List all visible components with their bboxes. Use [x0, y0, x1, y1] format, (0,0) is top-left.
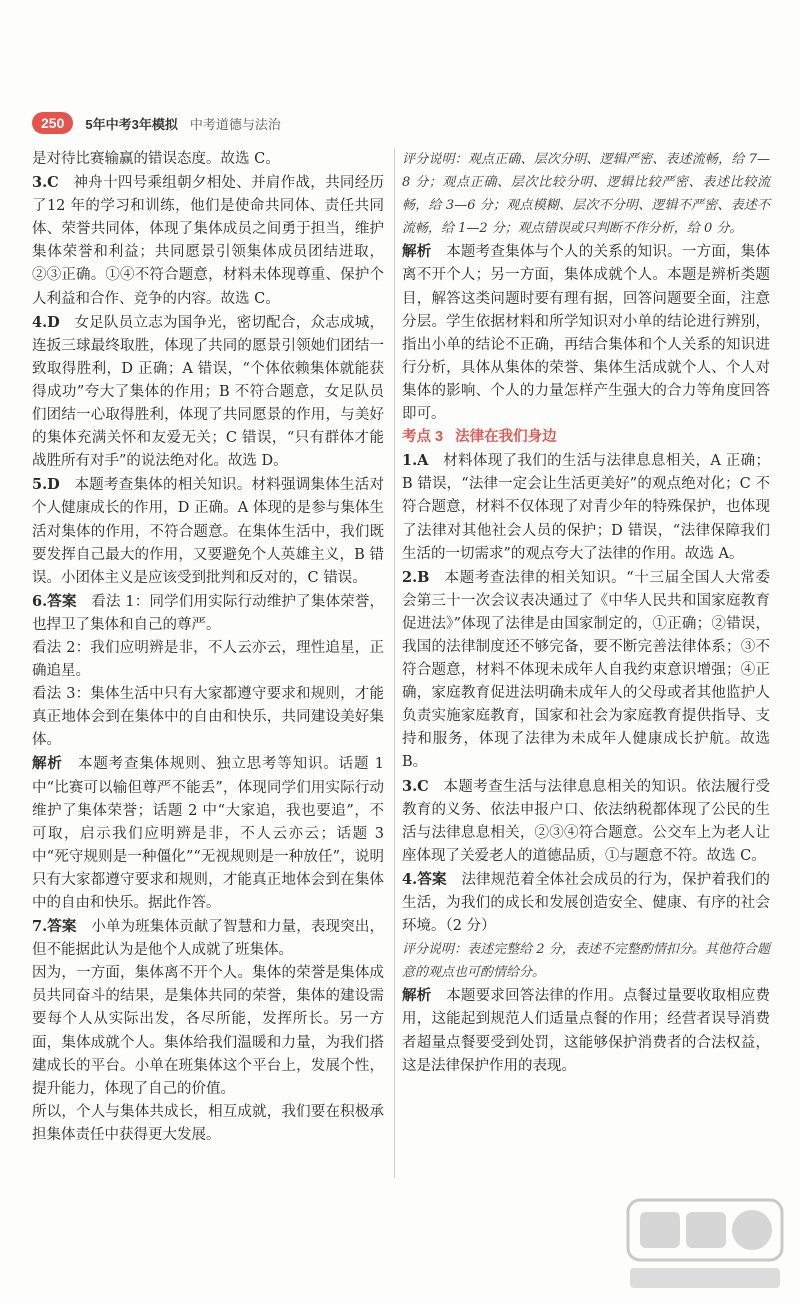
column-divider [394, 148, 395, 1178]
answer-text: 本题要求回答法律的作用。点餐过量要收取相应费用，这能起到规范人们适量点餐的作用；经营者误导消费者超量点餐要受到处罚，这能够保护消费者的合法权益，这是法律保护作用的表现。 [402, 988, 771, 1074]
answer-paragraph [402, 449, 770, 565]
answer-label: 4.D [32, 313, 75, 331]
answer-paragraph [32, 637, 384, 683]
answer-text: 法律规范着全体社会成员的行为，保护着我们的生活，为我们的成长和发展创造安全、健康、有序的社会环境。（2 分） [402, 871, 771, 935]
left-column [32, 148, 384, 1147]
answer-paragraph [32, 473, 384, 589]
answer-label: 3.C [32, 174, 74, 192]
answer-text: 看法 3：集体生活中只有大家都遵守要求和规则，才能真正地体会到在集体中的自由和快乐，共同建设美好集体。 [32, 686, 384, 749]
answer-text: 本题考查法律的相关知识。“十三届全国人大常委会第三十一次会议表决通过了《中华人民共和国家庭教育促进法》”体现了法律是由国家制定的，①正确；②错误，我国的法律制度还不够完备，要不断完善法律体系；③不符合题意，材料不体现未成年人自我约束意识增强；④正确，家庭教育促进法明确未成年人的父母或者其他监护人负责实施家庭教育，国家和社会为家庭教育提供指导、支持和服务，体现了法律为未成年人健康成长护航。故选 B。 [402, 569, 770, 771]
answer-paragraph [32, 915, 384, 962]
answer-paragraph [32, 962, 384, 1101]
watermark-logo [620, 1192, 790, 1296]
answer-label: 5.D [32, 476, 75, 494]
subject-title: 中考道德与法治 [189, 116, 281, 132]
watermark-logo-icon [620, 1192, 790, 1296]
answer-text: 是对待比赛输赢的错误态度。故选 C。 [32, 151, 280, 167]
answer-text: 本题考查集体规则、独立思考等知识。话题 1 中“比赛可以输但尊严不能丢”，体现同学们用实际行动维护了集体荣誉；话题 2 中“大家追，我也要追”，不可取，启示我们应明辨是非，不人云亦云；话题 3 中“死守规则是一种僵化”“无视规则是一种放任”，说明只有大家都遵守要求和规则，才能真正地体会到在集体中的自由和快乐。据此作答。 [32, 756, 384, 911]
answer-label: 7.答案 [32, 918, 92, 936]
book-series-title: 5年中考3年模拟 [85, 116, 178, 132]
section-heading [402, 426, 770, 449]
answer-text: 看法 1：同学们用实际行动维护了集体荣誉，也捍卫了集体和自己的尊严。 [32, 593, 384, 633]
answer-text: 所以，个人与集体共成长，相互成就，我们要在积极承担集体责任中获得更大发展。 [32, 1103, 384, 1143]
answer-text: 本题考查集体与个人的关系的知识。一方面，集体离不开个人；另一方面，集体成就个人。本题是辨析类题目，解答这类问题时要有理有据，回答问题要全面，注意分层。学生依据材料和所学知识对小单的结论进行辨别，指出小单的结论不正确，再结合集体和个人关系的知识进行分析，具体从集体的荣誉、集体生活成就个人、个人对集体的影响、个人的力量怎样产生强大的合力等角度回答即可。 [402, 244, 771, 423]
answer-label: 2.B [402, 568, 444, 586]
answer-label: 4.答案 [402, 870, 462, 888]
answer-paragraph [402, 938, 770, 984]
answer-paragraph [32, 752, 384, 915]
answer-paragraph [32, 148, 384, 171]
page-number-badge: 250 [32, 112, 73, 134]
section-tag: 考点 3 [402, 429, 444, 446]
answer-paragraph [402, 868, 770, 938]
answer-paragraph [32, 1101, 384, 1147]
answer-label: 解析 [402, 987, 446, 1005]
answer-paragraph [32, 683, 384, 752]
answer-label: 3.C [402, 777, 444, 795]
answer-paragraph [32, 171, 384, 311]
answer-paragraph [402, 148, 770, 240]
answer-paragraph [402, 566, 770, 775]
scoring-note-text: 评分说明：观点正确、层次分明、逻辑严密、表述流畅，给 7—8 分；观点正确、层次比较分明、逻辑比较严密、表述比较流畅，给 3—6 分；观点模糊、层次不分明、逻辑不严密、表述不流畅，给 1—2 分；观点错误或只判断不作分析，给 0 分。 [402, 152, 770, 237]
answer-text: 材料体现了我们的生活与法律息息相关，A 正确；B 错误，“法律一定会让生活更美好”的观点绝对化；C 不符合题意，材料不仅体现了对青少年的特殊保护，也体现了法律对其他社会人员的保护；D 错误，“法律保障我们生活的一切需求”的观点夸大了法律的作用。故选 A。 [402, 453, 770, 562]
answer-text: 本题考查生活与法律息息相关的知识。依法履行受教育的义务、依法申报户口、依法纳税都体现了公民的生活与法律息息相关，②③④符合题意。公交车上为老人让座体现了关爱老人的道德品质，①与题意不符。故选 C。 [402, 778, 770, 864]
answer-paragraph [402, 240, 770, 426]
right-column [402, 148, 770, 1078]
answer-paragraph [402, 984, 770, 1077]
answer-text: 女足队员立志为国争光，密切配合，众志成城，连扳三球最终取胜，体现了共同的愿景引领她们团结一致取得胜利，D 正确；A 错误，“个体依赖集体就能获得成功”夸大了集体的作用；B 不符合题意，女足队员们团结一心取得胜利，体现了共同愿景的作用，与美好的集体充满关怀和友爱无关；C 错误，“只有群体才能战胜所有对手”的说法绝对化。故选 D。 [32, 314, 384, 470]
answer-paragraph [32, 590, 384, 637]
answer-text: 神舟十四号乘组朝夕相处、并肩作战，共同经历了12 年的学习和训练，他们是使命共同体、责任共同体、荣誉共同体，体现了集体成员之间勇于担当，维护集体荣誉和利益；共同愿景引领集体成员团结进取，②③正确。①④不符合题意，材料未体现尊重、保护个人利益和合作、竞争的内容。故选 C。 [32, 175, 384, 307]
page-header [32, 112, 281, 134]
answer-label: 1.A [402, 452, 443, 470]
answer-text: 因为，一方面，集体离不开个人。集体的荣誉是集体成员共同奋斗的结果，是集体共同的荣誉，集体的建设需要每个人从实际出发，各尽所能，发挥所长。另一方面，集体成就个人。集体给我们温暖和力量，为我们搭建成长的平台。小单在班集体这个平台上，发展个性，提升能力，体现了自己的价值。 [32, 965, 384, 1097]
section-title: 法律在我们身边 [455, 429, 557, 446]
answer-text: 小单为班集体贡献了智慧和力量，表现突出，但不能据此认为是他个人成就了班集体。 [32, 919, 384, 959]
answer-paragraph [402, 775, 770, 868]
answer-text: 看法 2：我们应明辨是非，不人云亦云，理性追星，正确追星。 [32, 639, 384, 680]
answer-label: 6.答案 [32, 592, 92, 610]
answer-paragraph [32, 311, 384, 474]
answer-label: 解析 [402, 243, 446, 261]
answer-label: 解析 [32, 755, 78, 773]
scoring-note-text: 评分说明：表述完整给 2 分，表述不完整酌情扣分。其他符合题意的观点也可酌情给分。 [402, 942, 770, 981]
answer-text: 本题考查集体的相关知识。材料强调集体生活对个人健康成长的作用，D 正确。A 体现的是参与集体生活对集体的作用，不符合题意。在集体生活中，我们既要发挥自己最大的作用，又要避免个人英雄主义，B 错误。小团体主义是应该受到批判和反对的，C 错误。 [32, 477, 384, 586]
